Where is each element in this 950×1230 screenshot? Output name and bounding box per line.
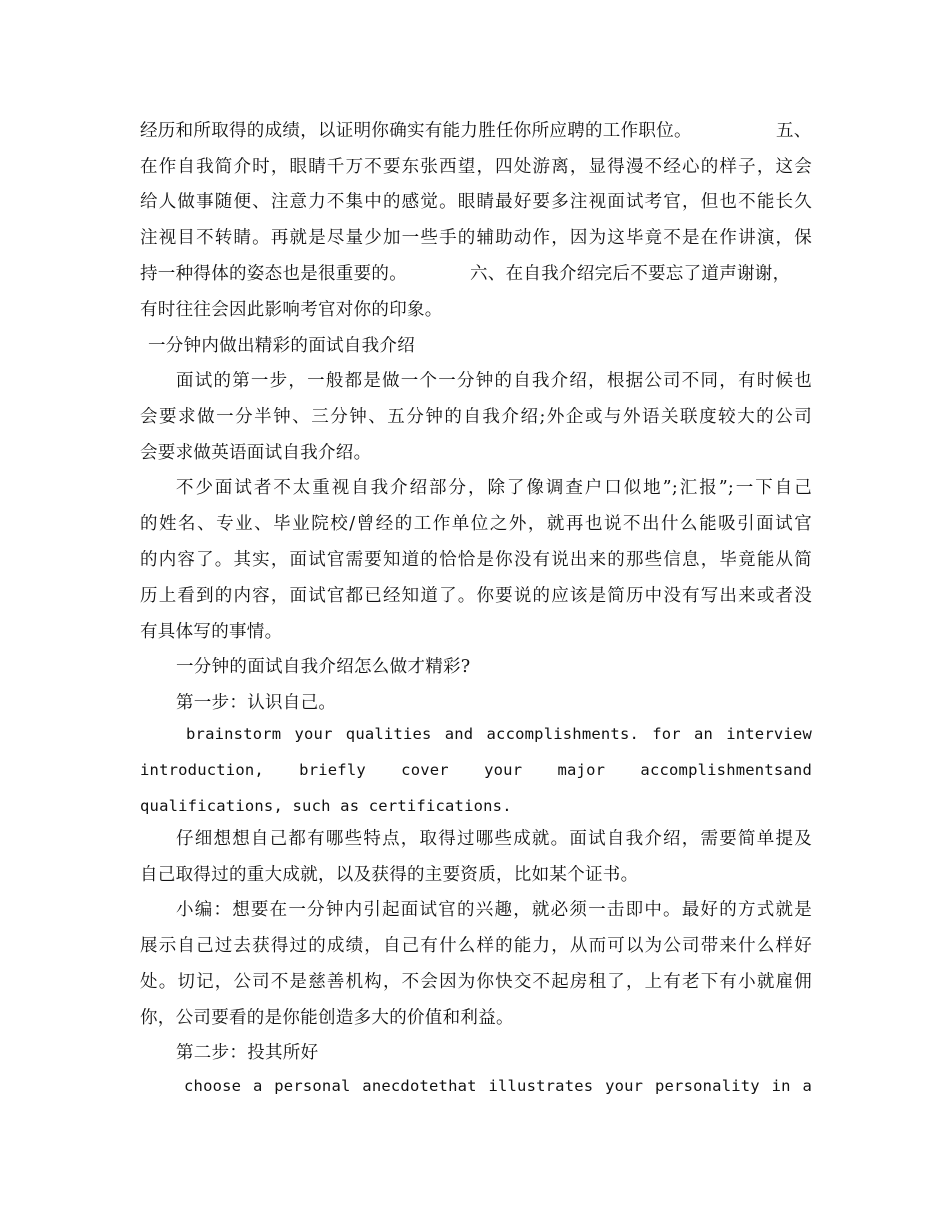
text-line: 小编：想要在一分钟内引起面试官的兴趣，就必须一击即中。最好的方式就是	[176, 900, 812, 920]
text-line: 会要求做一分半钟、三分钟、五分钟的自我介绍;外企或与外语关联度较大的公司	[140, 407, 812, 427]
text-line: 处。切记，公司不是慈善机构，不会因为你快交不起房租了，上有老下有小就雇佣	[140, 972, 812, 992]
english-line: choose a personal anecdotethat illustrates your personality in a	[184, 1077, 812, 1095]
text-line: 给人做事随便、注意力不集中的感觉。眼睛最好要多注视面试考官，但也不能长久	[140, 192, 812, 212]
text-line: 仔细想想自己都有哪些特点，取得过哪些成就。面试自我介绍，需要简单提及	[176, 829, 812, 849]
text-line: 会要求做英语面试自我介绍。	[140, 443, 372, 463]
text-line: 一分钟的面试自我介绍怎么做才精彩?	[176, 657, 471, 677]
text-line: 有具体写的事情。	[140, 622, 283, 642]
text-line	[140, 262, 812, 286]
text-segment: 经历和所取得的成绩，以证明你确实有能力胜任你所应聘的工作职位。	[140, 121, 692, 141]
text-line: 注视目不转睛。再就是尽量少加一些手的辅助动作，因为这毕竟不是在作讲演，保	[140, 228, 812, 248]
text-line: 第一步：认识自己。	[176, 693, 337, 713]
english-line: qualifications, such as certifications.	[140, 797, 512, 815]
text-line: 第二步：投其所好	[176, 1043, 319, 1063]
text-line: 的姓名、专业、毕业院校/曾经的工作单位之外，就再也说不出什么能吸引面试官	[140, 514, 812, 534]
section-heading: 一分钟内做出精彩的面试自我介绍	[148, 336, 415, 356]
text-line: 有时往往会因此影响考官对你的印象。	[140, 300, 443, 320]
text-segment: 五、	[776, 121, 812, 141]
text-segment: 六、在自我介绍完后不要忘了道声谢谢，	[470, 264, 791, 284]
text-line	[140, 119, 812, 143]
text-line: 不少面试者不太重视自我介绍部分，除了像调查户口似地”;汇报”;一下自己	[176, 478, 812, 498]
text-line: 的内容了。其实，面试官需要知道的恰恰是你没有说出来的那些信息，毕竟能从简	[140, 550, 812, 570]
text-segment: 持一种得体的姿态也是很重要的。	[140, 264, 407, 284]
text-line: 历上看到的内容，面试官都已经知道了。你要说的应该是简历中没有写出来或者没	[140, 586, 812, 606]
text-line: 在作自我简介时，眼睛千万不要东张西望，四处游离，显得漫不经心的样子，这会	[140, 157, 812, 177]
text-line: 展示自己过去获得过的成绩，自己有什么样的能力，从而可以为公司带来什么样好	[140, 936, 812, 956]
text-line: 你，公司要看的是你能创造多大的价值和利益。	[140, 1008, 514, 1028]
english-line: introduction, briefly cover your major accomplishmentsand	[140, 761, 812, 779]
text-line: 面试的第一步，一般都是做一个一分钟的自我介绍，根据公司不同，有时候也	[176, 371, 812, 391]
text-line: 自己取得过的重大成就，以及获得的主要资质，比如某个证书。	[140, 865, 639, 885]
english-line: brainstorm your qualities and accomplishments. for an interview	[186, 725, 812, 743]
